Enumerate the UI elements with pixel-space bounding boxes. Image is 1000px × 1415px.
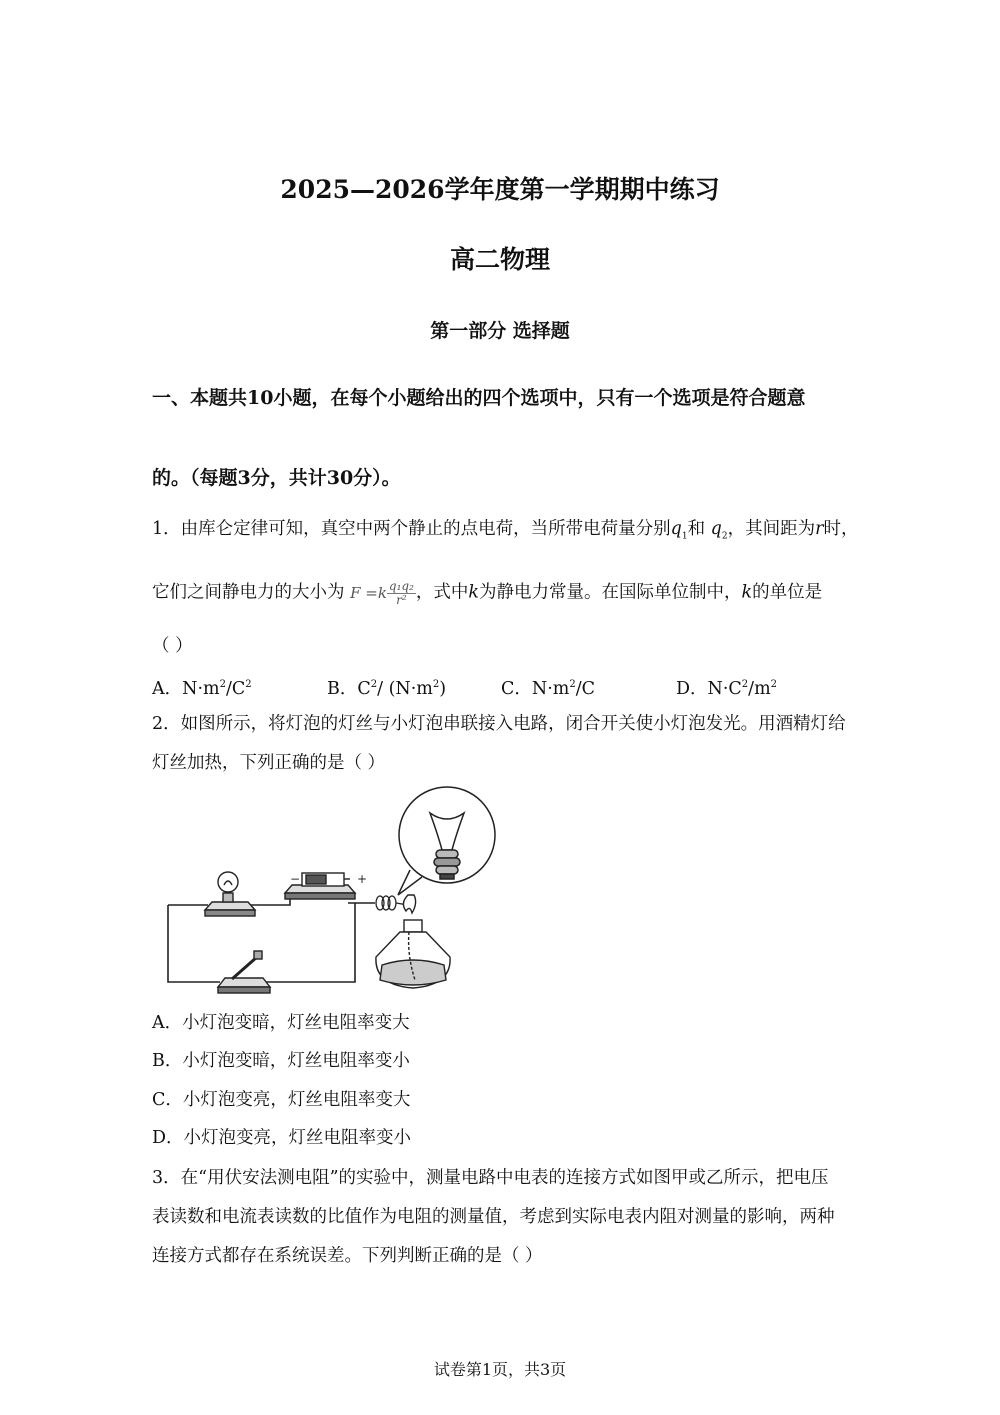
q1-option-b[interactable]: B．$C^2/$ $(N\cdot m^2)$ bbox=[327, 679, 447, 699]
section-heading-line1: 一、本题共10小题，在每个小题给出的四个选项中，只有一个选项是符合题意 bbox=[152, 387, 806, 409]
q1-line1: 1．由库仑定律可知，真空中两个静止的点电荷，当所带电荷量分别$q_1$和 $q_2$，其间距为r时， bbox=[152, 519, 859, 542]
section-heading-line2: 的。（每题3分，共计30分）。 bbox=[152, 467, 401, 489]
exam-title: 2025—2026学年度第一学期期中练习 bbox=[280, 175, 720, 204]
q1-option-d[interactable]: D．$N\cdot C^2/m^2$ bbox=[676, 679, 778, 699]
magnified-filament-bubble bbox=[398, 787, 495, 895]
q1-option-c[interactable]: C．$N\cdot m^2/C$ bbox=[501, 679, 596, 699]
q2-line1: 2．如图所示，将灯泡的灯丝与小灯泡串联接入电路，闭合开关使小灯泡发光。用酒精灯给 bbox=[152, 714, 846, 734]
q3-line2: 表读数和电流表读数的比值作为电阻的测量值，考虑到实际电表内阻对测量的影响，两种 bbox=[152, 1207, 835, 1227]
battery-minus-label: − bbox=[290, 872, 301, 886]
part-heading: 第一部分 选择题 bbox=[430, 320, 570, 342]
q3-line3: 连接方式都存在系统误差。下列判断正确的是（ ） bbox=[152, 1246, 543, 1266]
q1-option-a[interactable]: A．$N\cdot m^2/C^2$ bbox=[152, 679, 252, 699]
q1-answer-blank: （ ） bbox=[152, 636, 193, 656]
alcohol-lamp bbox=[376, 895, 450, 988]
knife-switch bbox=[218, 951, 270, 993]
coulomb-formula: F =k $\frac{\text{q₁q₂}}{\text{r²}}$ bbox=[350, 579, 414, 607]
q2-option-a[interactable]: A．小灯泡变暗，灯丝电阻率变大 bbox=[152, 1013, 410, 1033]
q1-line2: 它们之间静电力的大小为 F =k $\frac{\text{q₁q₂}}{\text{r²}}$ ，式中k为静电力常量。在国际单位制中，k的单位是 bbox=[152, 579, 823, 607]
q2-option-d[interactable]: D．小灯泡变亮，灯丝电阻率变小 bbox=[152, 1128, 412, 1148]
battery-plus-label: + bbox=[357, 872, 368, 886]
q2-option-b[interactable]: B．小灯泡变暗，灯丝电阻率变小 bbox=[152, 1051, 410, 1071]
small-bulb bbox=[205, 872, 255, 916]
q2-option-c[interactable]: C．小灯泡变亮，灯丝电阻率变大 bbox=[152, 1090, 411, 1110]
page-footer: 试卷第1页，共3页 bbox=[433, 1360, 567, 1379]
subject-title: 高二物理 bbox=[449, 245, 550, 274]
q2-line2: 灯丝加热，下列正确的是（ ） bbox=[152, 753, 386, 773]
circuit-figure bbox=[160, 785, 505, 1000]
q3-line1: 3．在“用伏安法测电阻”的实验中，测量电路中电表的连接方式如图甲或乙所示，把电压 bbox=[152, 1168, 829, 1188]
